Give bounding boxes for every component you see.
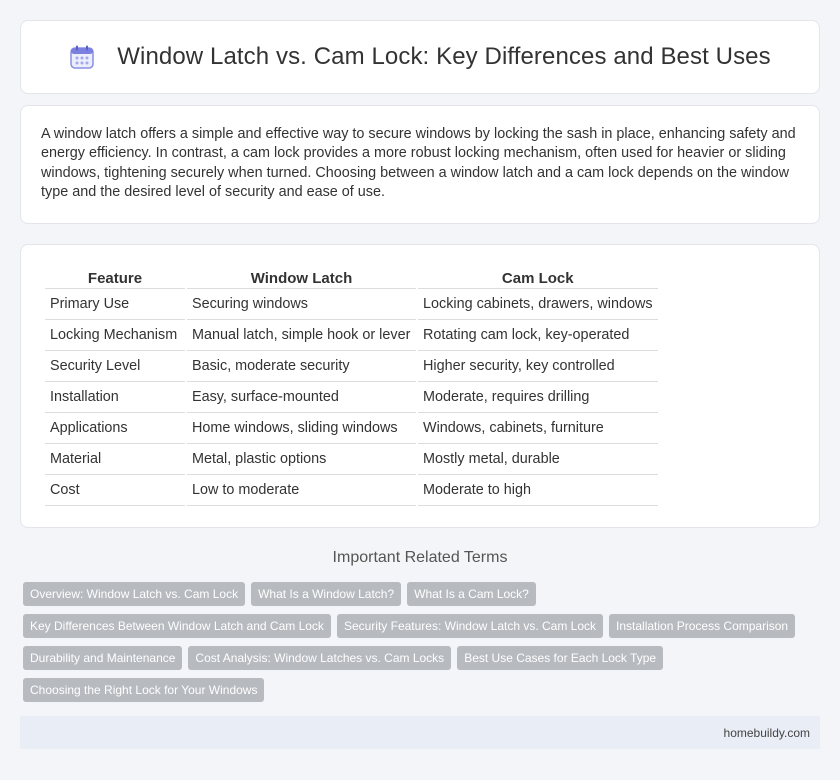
- table-row: [45, 289, 658, 320]
- title-wrap: [69, 43, 770, 71]
- column-header-feature: Feature: [45, 265, 185, 289]
- table-cell: Security Level: [45, 351, 185, 382]
- related-tag[interactable]: Installation Process Comparison: [609, 614, 795, 638]
- comparison-table-card: [20, 244, 820, 528]
- related-tag[interactable]: What Is a Window Latch?: [251, 582, 401, 606]
- table-cell: Primary Use: [45, 289, 185, 320]
- column-header-cam-lock: Cam Lock: [418, 265, 658, 289]
- table-cell: Metal, plastic options: [187, 444, 416, 475]
- table-cell: Mostly metal, durable: [418, 444, 658, 475]
- table-row: [45, 351, 658, 382]
- table-cell: Moderate, requires drilling: [418, 382, 658, 413]
- related-tag[interactable]: What Is a Cam Lock?: [407, 582, 536, 606]
- intro-paragraph: A window latch offers a simple and effective way to secure windows by locking the sash in place, enhancing safety and energy efficiency. In contrast, a cam lock provides a more robust locking mechanism, often used for heavier or sliding windows, tightening securely when turned. Choosing between a window latch and a cam lock depends on the window type and the desired level of security and ease of use.: [41, 126, 796, 201]
- intro-card: [20, 105, 820, 224]
- calendar-icon: [69, 44, 95, 70]
- table-cell: Basic, moderate security: [187, 351, 416, 382]
- related-tag[interactable]: Cost Analysis: Window Latches vs. Cam Locks: [188, 646, 451, 670]
- table-cell: Material: [45, 444, 185, 475]
- related-tag[interactable]: Best Use Cases for Each Lock Type: [457, 646, 663, 670]
- related-tag[interactable]: Security Features: Window Latch vs. Cam Lock: [337, 614, 603, 638]
- table-cell: Easy, surface-mounted: [187, 382, 416, 413]
- related-tag[interactable]: Key Differences Between Window Latch and Cam Lock: [23, 614, 331, 638]
- page-title: Window Latch vs. Cam Lock: Key Differences and Best Uses: [117, 43, 771, 70]
- table-cell: Installation: [45, 382, 185, 413]
- footer-brand[interactable]: homebuildy.com: [723, 726, 810, 740]
- table-cell: Manual latch, simple hook or lever: [187, 320, 416, 351]
- header-card: [20, 20, 820, 94]
- column-header-window-latch: Window Latch: [187, 265, 416, 289]
- table-header-row: [45, 265, 658, 289]
- table-cell: Windows, cabinets, furniture: [418, 413, 658, 444]
- related-tag[interactable]: Durability and Maintenance: [23, 646, 182, 670]
- related-terms-tags: [23, 582, 813, 702]
- related-tag[interactable]: Overview: Window Latch vs. Cam Lock: [23, 582, 245, 606]
- table-row: [45, 444, 658, 475]
- table-cell: Cost: [45, 475, 185, 506]
- comparison-table: [43, 265, 660, 506]
- table-row: [45, 413, 658, 444]
- table-cell: Locking cabinets, drawers, windows: [418, 289, 658, 320]
- table-cell: Moderate to high: [418, 475, 658, 506]
- table-cell: Locking Mechanism: [45, 320, 185, 351]
- table-row: [45, 320, 658, 351]
- table-row: [45, 382, 658, 413]
- related-tag[interactable]: Choosing the Right Lock for Your Windows: [23, 678, 264, 702]
- footer: [20, 716, 820, 749]
- table-cell: Home windows, sliding windows: [187, 413, 416, 444]
- table-cell: Applications: [45, 413, 185, 444]
- table-row: [45, 475, 658, 506]
- table-cell: Securing windows: [187, 289, 416, 320]
- related-terms-title: Important Related Terms: [332, 549, 508, 566]
- table-cell: Higher security, key controlled: [418, 351, 658, 382]
- table-cell: Low to moderate: [187, 475, 416, 506]
- table-cell: Rotating cam lock, key-operated: [418, 320, 658, 351]
